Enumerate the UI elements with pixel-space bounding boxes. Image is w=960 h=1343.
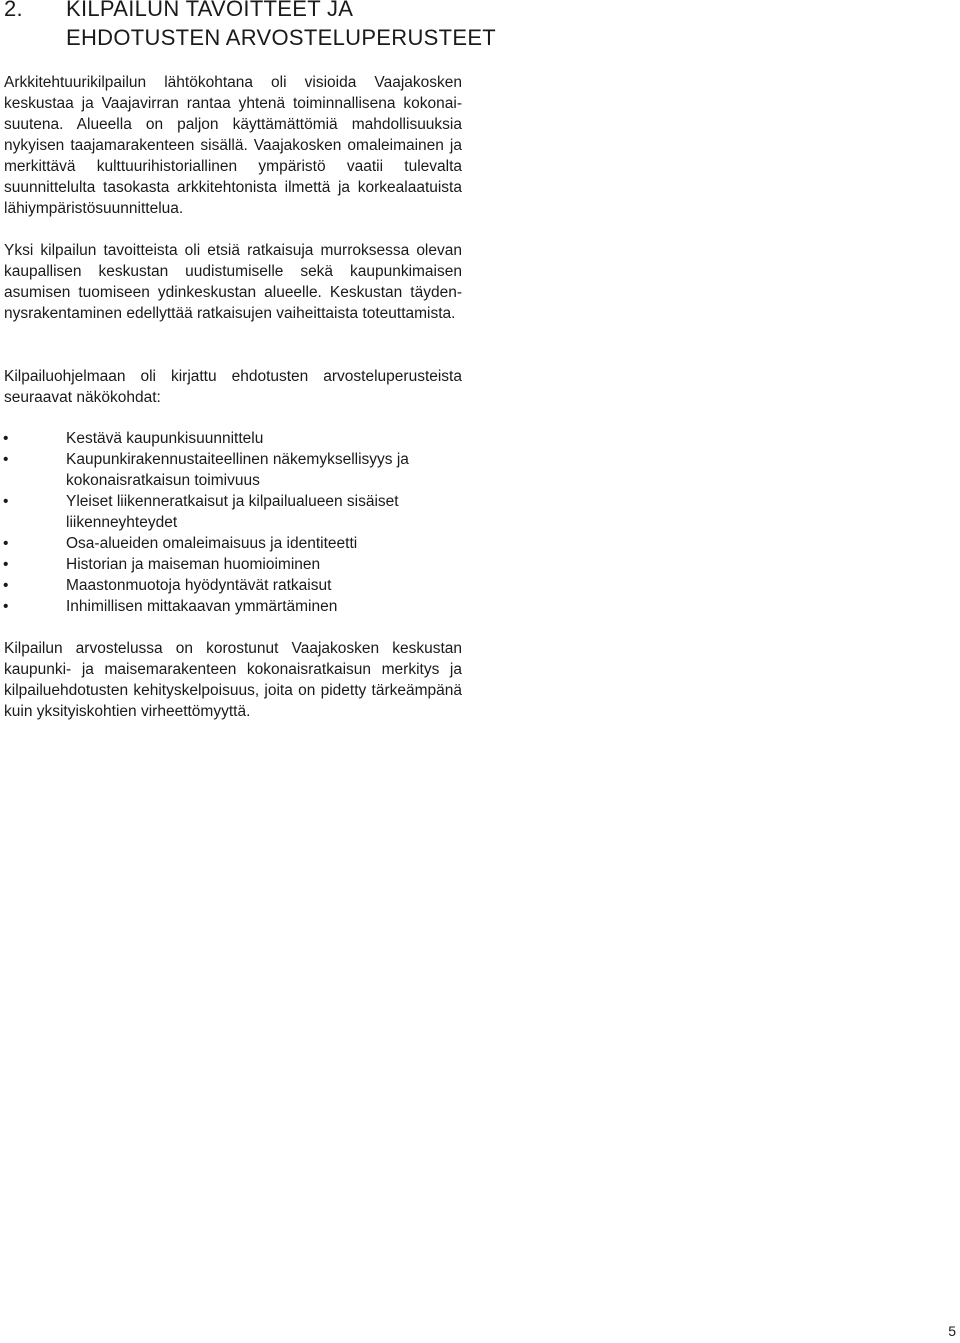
- list-item-text: Yleiset liikenneratkaisut ja kilpailualueen sisäiset liikenneyhteydet: [66, 493, 399, 531]
- bullet-icon: •: [3, 430, 9, 447]
- bullet-icon: •: [3, 598, 9, 615]
- list-item-text: Inhimillisen mittakaavan ymmärtäminen: [66, 598, 338, 615]
- list-item: [0, 449, 470, 491]
- paragraph-evaluation: [4, 638, 462, 722]
- list-item: [0, 596, 470, 617]
- paragraph-text: Yksi kilpailun tavoitteista oli etsiä ratkaisuja murroksessa olevan kaupallisen keskustan uudistumiselle sekä kaupunkimaisen asumisen tuomiseen ydinkeskustan alueelle. Keskustan täydennysrakentaminen edellyttää ratkaisujen vaiheittaista toteuttamista.: [4, 242, 462, 322]
- list-item: [0, 428, 470, 449]
- paragraph-text: Arkkitehtuurikilpailun lähtökohtana oli visioida Vaajakosken keskustaa ja Vaajavirran rantaa yhtenä toiminnallisena kokonaisuutena. Alueella on paljon käyttämättömiä mahdollisuuksia nykyisen taajamarakenteen sisällä. Vaajakosken omaleimainen ja merkittävä kulttuurihistoriallinen ympäristö vaatii tulevalta suunnittelulta tasokasta arkkitehtonista ilmettä ja korkealaatuista lähiympäristösuunnittelua.: [4, 74, 462, 217]
- list-item-text: Kaupunkirakennustaiteellinen näkemyksellisyys ja kokonaisratkaisun toimivuus: [66, 451, 409, 489]
- section-title-line-2: EHDOTUSTEN ARVOSTELUPERUSTEET: [66, 25, 497, 50]
- bullet-icon: •: [3, 493, 9, 510]
- list-item-text: Historian ja maiseman huomioiminen: [66, 556, 321, 573]
- section-title-line-1: KILPAILUN TAVOITTEET JA: [66, 0, 354, 21]
- bullet-icon: •: [3, 577, 9, 594]
- bullet-icon: •: [3, 535, 9, 552]
- paragraph-goals: [4, 240, 462, 324]
- list-item-text: Osa-alueiden omaleimaisuus ja identiteetti: [66, 535, 358, 552]
- list-item-text: Kestävä kaupunkisuunnittelu: [66, 430, 264, 447]
- bullet-icon: •: [3, 556, 9, 573]
- bullet-icon: •: [3, 451, 9, 468]
- list-item: [0, 491, 470, 533]
- list-item: [0, 533, 470, 554]
- page-number: 5: [948, 1323, 956, 1339]
- paragraph-text: Kilpailun arvostelussa on korostunut Vaajakosken keskustan kaupunki- ja maisemarakenteen kokonaisratkaisun merkitys ja kilpailuehdotusten kehityskelpoisuus, joita on pidetty tärkeämpänä kuin yksityiskohtien virheettömyyttä.: [4, 640, 462, 720]
- section-number: 2.: [4, 0, 23, 21]
- paragraph-intro: [4, 72, 462, 219]
- list-item: [0, 575, 470, 596]
- list-item-text: Maastonmuotoja hyödyntävät ratkaisut: [66, 577, 332, 594]
- list-item: [0, 554, 470, 575]
- paragraph-text: Kilpailuohjelmaan oli kirjattu ehdotusten arvosteluperusteista seuraavat näkökohdat:: [4, 368, 462, 406]
- paragraph-criteria-intro: [4, 366, 462, 408]
- criteria-list: [0, 428, 470, 617]
- section-title: [66, 0, 586, 52]
